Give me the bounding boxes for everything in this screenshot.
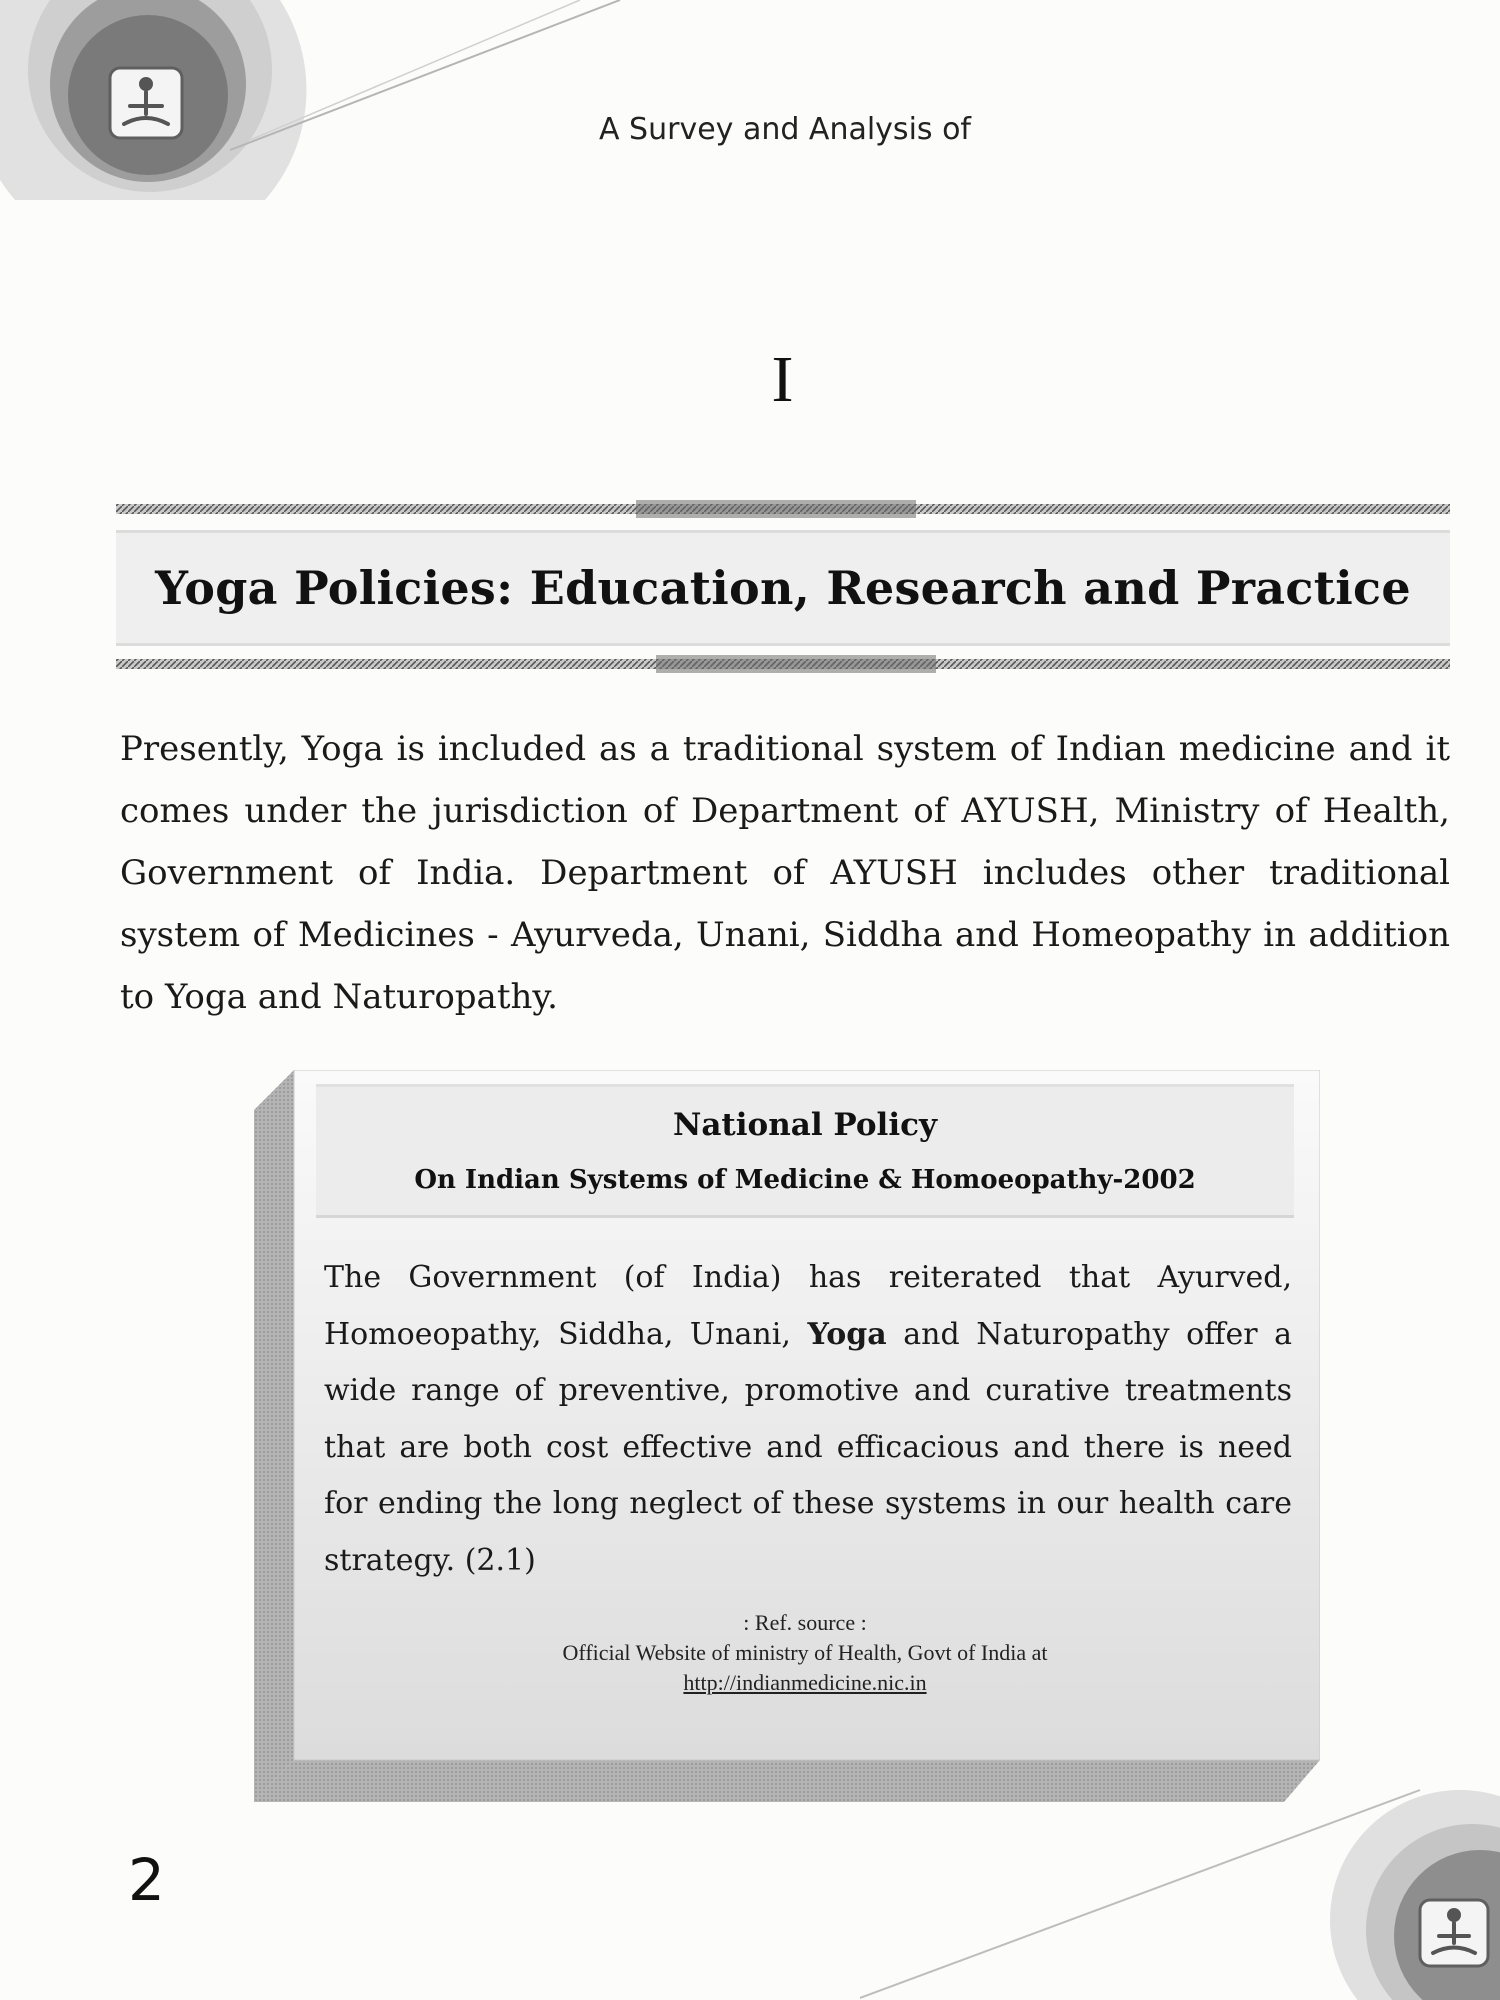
chapter-numeral: I <box>771 343 794 416</box>
reference-source-text: Official Website of ministry of Health, Govt of India at <box>562 1640 1048 1665</box>
page-number: 2 <box>128 1846 165 1914</box>
section-title: Yoga Policies: Education, Research and Practice <box>155 561 1411 615</box>
reference-source <box>316 1608 1294 1698</box>
reference-label: : Ref. source : <box>743 1610 867 1635</box>
intro-paragraph: Presently, Yoga is included as a traditional system of Indian medicine and it comes under the jurisdiction of Department of AYUSH, Ministry of Health, Government of India. Department of AYUSH includes other traditional system of Medicines - Ayurveda, Unani, Siddha and Homeopathy in addition to Yoga and Naturopathy. <box>120 729 1450 1017</box>
policy-text-part: and Naturopathy offer a wide range of preventive, promotive and curative treatments that are both cost effective and efficacious and there is need for ending the long neglect of these systems in our health care strategy. (2.1) <box>324 1316 1292 1578</box>
policy-subtitle: On Indian Systems of Medicine & Homoeopathy-2002 <box>414 1165 1196 1195</box>
policy-text-bold-yoga: Yoga <box>807 1316 887 1352</box>
corner-decoration-bottom-right <box>860 1780 1500 2000</box>
policy-text-part: The Government (of India) has reiterated that Ayurved, Homoeopathy, Siddha, Unani, <box>324 1260 1292 1352</box>
decorative-stripe <box>116 655 1450 673</box>
meditating-figure-icon <box>1420 1900 1488 1966</box>
section-title-panel <box>116 530 1450 646</box>
corner-decoration-top-left <box>0 0 640 200</box>
policy-text <box>324 1250 1292 1589</box>
section-title-band <box>116 500 1450 675</box>
policy-header <box>316 1084 1294 1218</box>
decorative-stripe <box>116 500 1450 518</box>
policy-callout-box <box>254 1070 1320 1802</box>
reference-url-link[interactable]: http://indianmedicine.nic.in <box>683 1670 927 1695</box>
policy-title: National Policy <box>673 1107 937 1143</box>
running-header: A Survey and Analysis of <box>599 112 971 147</box>
